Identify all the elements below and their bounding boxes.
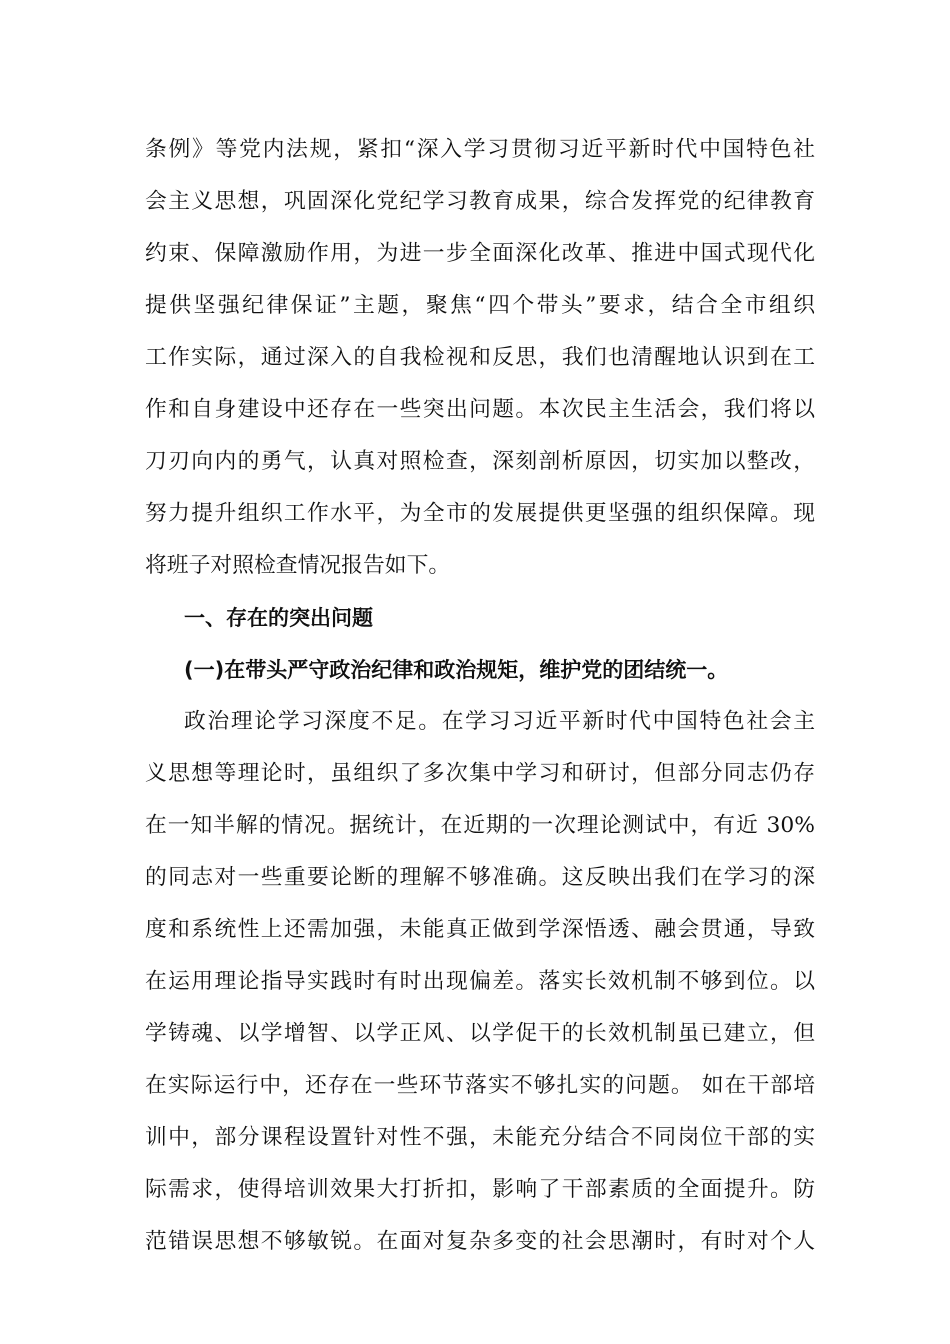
text-line: 在运用理论指导实践时有时出现偏差。落实长效机制不够到位。以 — [145, 969, 815, 994]
text-line: 提供坚强纪律保证”主题，聚焦“四个带头”要求，结合全市组织 — [145, 293, 815, 318]
text-line: 刀刃向内的勇气，认真对照检查，深刻剖析原因，切实加以整改， — [145, 449, 815, 474]
text-line: 工作实际，通过深入的自我检视和反思，我们也清醒地认识到在工 — [145, 345, 815, 370]
text-line: 约束、保障激励作用，为进一步全面深化改革、推进中国式现代化 — [145, 241, 815, 266]
text-line: 将班子对照检查情况报告如下。 — [145, 553, 451, 578]
text-line: 义思想等理论时，虽组织了多次集中学习和研讨，但部分同志仍存 — [145, 761, 815, 786]
text-line: 在一知半解的情况。据统计，在近期的一次理论测试中，有近 30% — [145, 813, 815, 838]
text-line: 条例》等党内法规，紧扣“深入学习贯彻习近平新时代中国特色社 — [145, 137, 815, 162]
text-line: 作和自身建设中还存在一些突出问题。本次民主生活会，我们将以 — [145, 397, 815, 422]
text-line: 度和系统性上还需加强，未能真正做到学深悟透、融会贯通，导致 — [145, 917, 815, 942]
text-line: 在实际运行中，还存在一些环节落实不够扎实的问题。 如在干部培 — [145, 1073, 815, 1098]
text-line: 际需求，使得培训效果大打折扣，影响了干部素质的全面提升。防 — [145, 1177, 815, 1202]
subsection-heading: (一)在带头严守政治纪律和政治规矩，维护党的团结统一。 — [184, 658, 729, 682]
text-line: 的同志对一些重要论断的理解不够准确。这反映出我们在学习的深 — [145, 865, 815, 890]
text-line: 范错误思想不够敏锐。在面对复杂多变的社会思潮时，有时对个人 — [145, 1229, 815, 1254]
text-line: 努力提升组织工作水平，为全市的发展提供更坚强的组织保障。现 — [145, 501, 815, 526]
text-line: 会主义思想，巩固深化党纪学习教育成果，综合发挥党的纪律教育 — [145, 189, 815, 214]
section-heading: 一、存在的突出问题 — [184, 606, 373, 630]
text-line: 学铸魂、以学增智、以学正风、以学促干的长效机制虽已建立，但 — [145, 1021, 815, 1046]
text-line: 政治理论学习深度不足。在学习习近平新时代中国特色社会主 — [184, 709, 815, 734]
text-line: 训中，部分课程设置针对性不强，未能充分结合不同岗位干部的实 — [145, 1125, 815, 1150]
